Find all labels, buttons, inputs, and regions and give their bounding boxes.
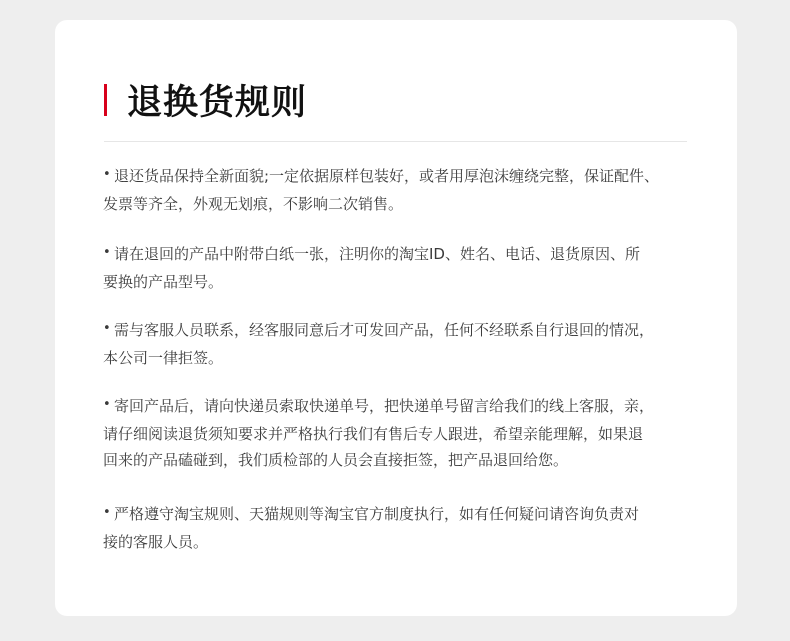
section-heading <box>104 78 307 122</box>
rule-line <box>103 393 703 421</box>
rule-item-2 <box>103 241 703 295</box>
rule-item-1 <box>103 163 703 217</box>
rule-line <box>103 447 703 473</box>
rule-text: 请在退回的产品中附带白纸一张，注明你的淘宝ID、姓名、电话、退货原因、所 <box>114 245 640 263</box>
rule-line <box>103 501 703 529</box>
rule-text: 本公司一律拒签。 <box>103 349 224 367</box>
rule-line <box>103 421 703 447</box>
rule-item-4 <box>103 393 703 473</box>
rule-line <box>103 345 703 371</box>
heading-accent-bar <box>104 84 107 116</box>
rule-line <box>103 191 703 217</box>
rule-line <box>103 269 703 295</box>
rule-text: 发票等齐全，外观无划痕，不影响二次销售。 <box>103 195 404 213</box>
rule-text: 回来的产品磕碰到，我们质检部的人员会直接拒签，把产品退回给您。 <box>103 451 569 469</box>
bullet-icon: • <box>103 245 111 260</box>
rule-text: 严格遵守淘宝规则、天猫规则等淘宝官方制度执行，如有任何疑问请咨询负责对 <box>114 505 640 523</box>
rule-text: 请仔细阅读退货须知要求并严格执行我们有售后专人跟进，希望亲能理解，如果退 <box>103 425 644 443</box>
rule-text: 要换的产品型号。 <box>103 273 224 291</box>
bullet-icon: • <box>103 167 111 182</box>
rule-item-3 <box>103 317 703 371</box>
bullet-icon: • <box>103 505 111 520</box>
section-title: 退换货规则 <box>127 83 308 123</box>
rule-line <box>103 317 703 345</box>
rule-text: 退还货品保持全新面貌;一定依据原样包装好，或者用厚泡沫缠绕完整，保证配件、 <box>114 167 660 185</box>
rule-item-5 <box>103 501 703 555</box>
rule-text: 寄回产品后，请向快递员索取快递单号，把快递单号留言给我们的线上客服，亲， <box>114 397 655 415</box>
rule-text: 接的客服人员。 <box>103 533 209 551</box>
heading-divider <box>104 141 687 142</box>
rule-line <box>103 529 703 555</box>
rule-text: 需与客服人员联系，经客服同意后才可发回产品，任何不经联系自行退回的情况， <box>114 321 655 339</box>
rules-card <box>55 20 737 616</box>
rule-line <box>103 241 703 269</box>
rule-line <box>103 163 703 191</box>
bullet-icon: • <box>103 397 111 412</box>
bullet-icon: • <box>103 321 111 336</box>
